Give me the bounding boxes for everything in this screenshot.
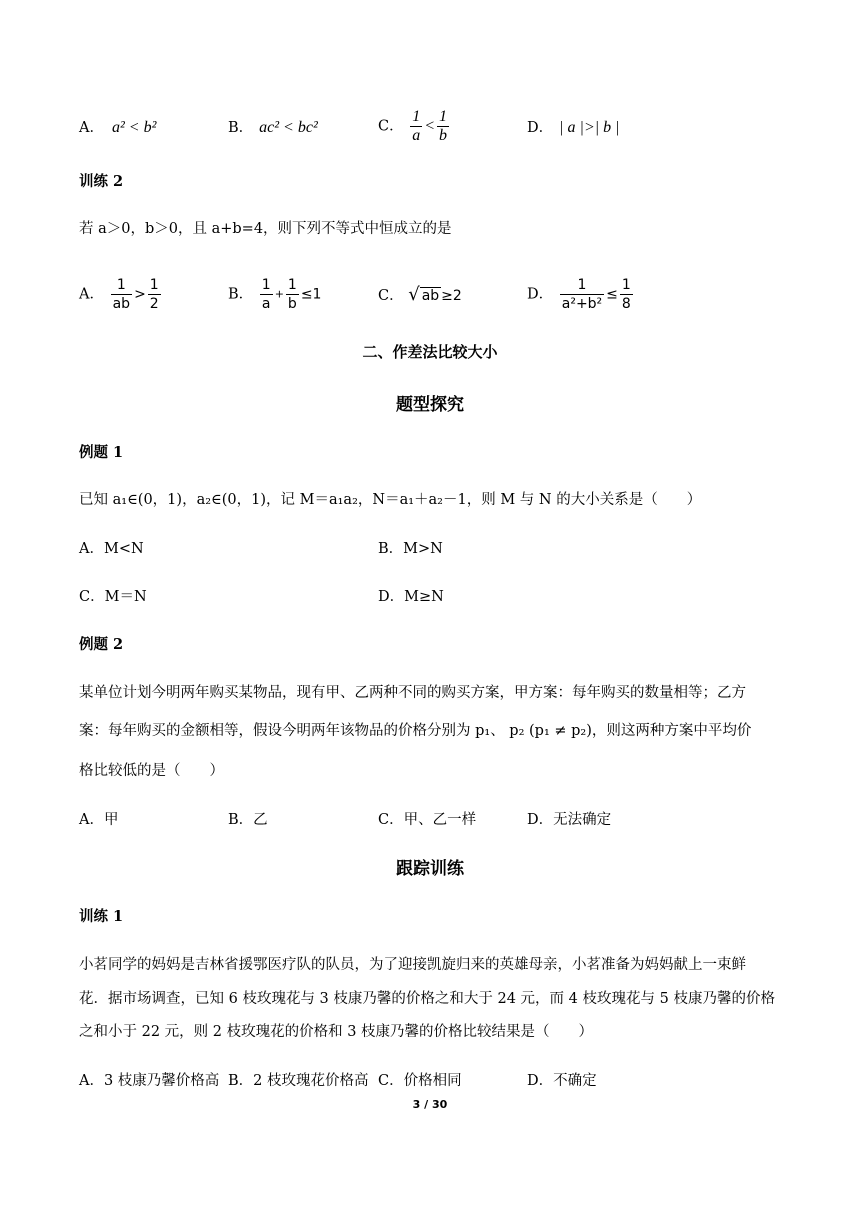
train2-option-c: C． √ ab ≥2 xyxy=(378,284,462,305)
fraction: $\frac{1}{a}$ xyxy=(412,108,421,144)
train1-heading: 训练 1 xyxy=(79,908,124,925)
train2-option-d: D． $\frac{1}{\text{a²+b²}}$ ≤ $\frac{1}{8}$ xyxy=(527,277,631,312)
fraction: $\frac{1}{b}$ xyxy=(287,277,297,312)
section-title: 二、作差法比较大小 xyxy=(362,343,498,361)
square-root: ab xyxy=(421,288,440,304)
train2-option-b: B． $\frac{1}{a}$ + $\frac{1}{b}$ ≤1 xyxy=(228,277,322,312)
train2-heading: 训练 2 xyxy=(79,173,124,190)
train1-option-b: B．2 枝玫瑰花价格高 xyxy=(228,1073,369,1089)
example1-option-b: B．M>N xyxy=(378,541,443,557)
example1-option-d: D．M≥N xyxy=(378,589,444,605)
train1-line-1: 小茗同学的妈妈是吉林省援鄂医疗队的队员，为了迎接凯旋归来的英雄母亲，小茗准备为妈妈献上一束鲜 xyxy=(79,957,746,973)
q0-option-c: C． $\frac{1}{a}$ < $\frac{1}{b}$ xyxy=(378,108,448,144)
example1-option-a: A．M<N xyxy=(79,541,144,557)
example1-option-c: C．M＝N xyxy=(79,589,147,605)
train1-line-2: 花．据市场调查，已知 6 枝玫瑰花与 3 枝康乃馨的价格之和大于 24 元，而 4 枝玫瑰花与 5 枝康乃馨的价格 xyxy=(79,991,775,1007)
train2-question: 若 a＞0，b＞0，且 a+b=4，则下列不等式中恒成立的是 xyxy=(79,221,452,237)
fraction: $\frac{1}{2}$ xyxy=(149,277,159,312)
train2-option-a: A． $\frac{1}{ab}$ > $\frac{1}{2}$ xyxy=(79,277,159,312)
q0-option-b: B． ac² < bc² xyxy=(228,119,318,136)
train1-line-3: 之和小于 22 元，则 2 枝玫瑰花的价格和 3 枝康乃馨的价格比较结果是（ ） xyxy=(79,1024,594,1040)
train1-option-d: D．不确定 xyxy=(527,1073,597,1089)
fraction: $\frac{1}{a}$ xyxy=(261,277,271,312)
page-number: 3 / 30 xyxy=(412,1098,448,1111)
fraction: $\frac{1}{ab}$ xyxy=(112,277,131,312)
example2-heading: 例题 2 xyxy=(79,636,124,653)
example2-option-a: A．甲 xyxy=(79,812,119,828)
example2-option-d: D．无法确定 xyxy=(527,812,612,828)
fraction: $\frac{1}{b}$ xyxy=(439,108,448,144)
q0-option-d: D． | a |>| b | xyxy=(527,119,620,136)
example2-option-b: B．乙 xyxy=(228,812,268,828)
fraction: $\frac{1}{8}$ xyxy=(621,277,631,312)
train1-option-a: A．3 枝康乃馨价格高 xyxy=(79,1073,220,1089)
tracking-title: 跟踪训练 xyxy=(396,859,464,879)
example2-line-1: 某单位计划今明两年购买某物品，现有甲、乙两种不同的购买方案，甲方案：每年购买的数量相等；乙方 xyxy=(79,685,746,701)
section-subtitle: 题型探究 xyxy=(396,395,464,415)
fraction: $\frac{1}{\text{a²+b²}}$ xyxy=(561,277,603,312)
example1-heading: 例题 1 xyxy=(79,444,124,461)
q0-option-a: A． a² < b² xyxy=(79,119,157,136)
train1-option-c: C．价格相同 xyxy=(378,1073,462,1089)
example2-option-c: C．甲、乙一样 xyxy=(378,812,477,828)
example2-line-3: 格比较低的是（ ） xyxy=(79,763,224,779)
example1-question: 已知 a₁∈(0，1)，a₂∈(0，1)，记 M＝a₁a₂，N＝a₁＋a₂－1，则 M 与 N 的大小关系是（ ） xyxy=(79,492,702,508)
example2-line-2: 案：每年购买的金额相等，假设今明两年该物品的价格分别为 p₁、 p₂ (p₁ ≠ p₂)，则这两种方案中平均价 xyxy=(79,723,752,739)
